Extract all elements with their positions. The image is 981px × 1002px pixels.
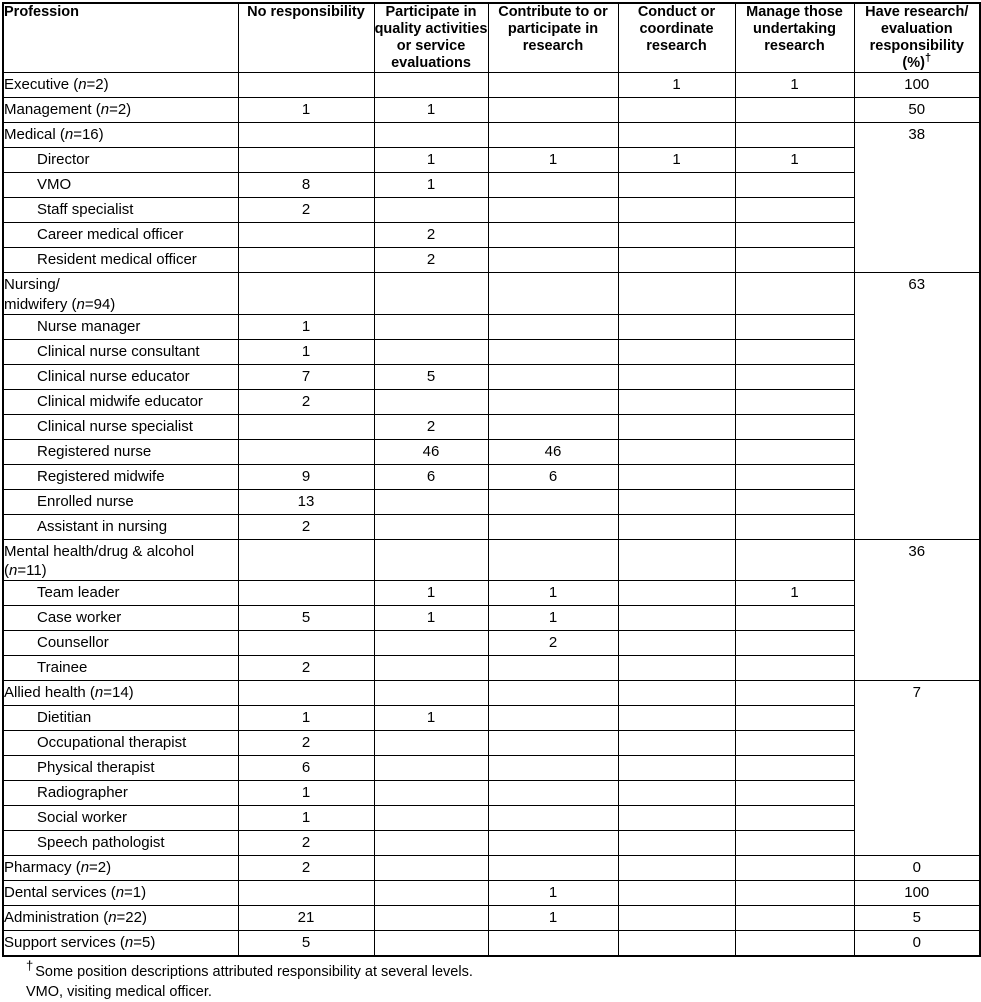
cell-conduct-research [618, 489, 735, 514]
cell-participate-quality [374, 931, 488, 957]
cell-manage-research [735, 173, 854, 198]
cell-participate-quality: 1 [374, 148, 488, 173]
cell-contribute-research: 1 [488, 581, 618, 606]
cell-no-responsibility: 1 [238, 806, 374, 831]
cell-manage-research [735, 756, 854, 781]
cell-no-responsibility [238, 223, 374, 248]
cell-participate-quality [374, 681, 488, 706]
table-row [3, 931, 980, 957]
cell-manage-research [735, 98, 854, 123]
cell-conduct-research [618, 581, 735, 606]
cell-conduct-research [618, 223, 735, 248]
cell-conduct-research [618, 539, 735, 580]
cell-contribute-research: 1 [488, 881, 618, 906]
cell-manage-research [735, 514, 854, 539]
cell-manage-research [735, 339, 854, 364]
cell-no-responsibility: 9 [238, 464, 374, 489]
row-sublabel: Dietitian [3, 706, 238, 731]
cell-no-responsibility: 8 [238, 173, 374, 198]
cell-contribute-research: 46 [488, 439, 618, 464]
table-row [3, 514, 980, 539]
cell-manage-research: 1 [735, 73, 854, 98]
cell-contribute-research [488, 123, 618, 148]
row-group-label: Mental health/drug & alcohol (n=11) [3, 539, 238, 580]
row-group-label: Allied health (n=14) [3, 681, 238, 706]
cell-conduct-research [618, 98, 735, 123]
column-header-profession: Profession [3, 3, 238, 73]
dagger-marker: † [924, 52, 932, 65]
table-page [0, 2, 981, 999]
pct-value: 50 [908, 101, 926, 119]
cell-manage-research [735, 489, 854, 514]
row-group-label: Dental services (n=1) [3, 881, 238, 906]
cell-no-responsibility: 2 [238, 389, 374, 414]
cell-have-responsibility-pct [854, 98, 980, 123]
n-italic: n [76, 295, 85, 313]
cell-participate-quality [374, 73, 488, 98]
cell-contribute-research [488, 364, 618, 389]
cell-contribute-research [488, 781, 618, 806]
row-sublabel: Registered midwife [3, 464, 238, 489]
cell-manage-research [735, 273, 854, 314]
row-sublabel: Registered nurse [3, 439, 238, 464]
cell-participate-quality: 1 [374, 173, 488, 198]
cell-manage-research [735, 806, 854, 831]
cell-contribute-research [488, 248, 618, 273]
row-sublabel: Assistant in nursing [3, 514, 238, 539]
cell-no-responsibility [238, 539, 374, 580]
cell-conduct-research [618, 389, 735, 414]
n-italic: n [108, 909, 117, 927]
cell-contribute-research [488, 656, 618, 681]
table-row [3, 539, 980, 580]
cell-contribute-research [488, 339, 618, 364]
cell-conduct-research [618, 606, 735, 631]
cell-contribute-research [488, 73, 618, 98]
cell-no-responsibility [238, 123, 374, 148]
cell-conduct-research [618, 806, 735, 831]
cell-participate-quality [374, 198, 488, 223]
table-row [3, 464, 980, 489]
table-row [3, 756, 980, 781]
table-row [3, 631, 980, 656]
pct-value: 36 [908, 542, 926, 560]
table-row [3, 173, 980, 198]
table-row [3, 98, 980, 123]
cell-manage-research [735, 731, 854, 756]
cell-conduct-research [618, 439, 735, 464]
cell-no-responsibility [238, 248, 374, 273]
cell-participate-quality [374, 781, 488, 806]
cell-no-responsibility: 2 [238, 656, 374, 681]
cell-manage-research [735, 439, 854, 464]
cell-no-responsibility: 21 [238, 906, 374, 931]
cell-have-responsibility-pct [854, 681, 980, 856]
cell-manage-research [735, 248, 854, 273]
table-row [3, 148, 980, 173]
cell-have-responsibility-pct [854, 881, 980, 906]
cell-contribute-research [488, 389, 618, 414]
row-sublabel: Nurse manager [3, 314, 238, 339]
cell-conduct-research: 1 [618, 148, 735, 173]
footnote-marker: † [26, 958, 34, 974]
cell-participate-quality [374, 514, 488, 539]
cell-conduct-research [618, 706, 735, 731]
cell-contribute-research: 6 [488, 464, 618, 489]
table-row [3, 581, 980, 606]
cell-no-responsibility: 2 [238, 514, 374, 539]
cell-have-responsibility-pct [854, 856, 980, 881]
cell-participate-quality: 2 [374, 223, 488, 248]
footnote-text: VMO, visiting medical officer. [26, 983, 212, 1000]
cell-conduct-research [618, 931, 735, 957]
cell-contribute-research: 2 [488, 631, 618, 656]
table-row [3, 314, 980, 339]
n-italic: n [78, 76, 87, 94]
cell-no-responsibility: 1 [238, 781, 374, 806]
cell-conduct-research [618, 514, 735, 539]
cell-participate-quality: 1 [374, 706, 488, 731]
cell-no-responsibility: 2 [238, 856, 374, 881]
pct-value: 100 [904, 884, 930, 902]
cell-have-responsibility-pct [854, 539, 980, 680]
cell-participate-quality: 1 [374, 606, 488, 631]
cell-no-responsibility: 6 [238, 756, 374, 781]
cell-contribute-research [488, 273, 618, 314]
table-row [3, 806, 980, 831]
cell-conduct-research [618, 339, 735, 364]
cell-have-responsibility-pct [854, 273, 980, 539]
cell-manage-research [735, 856, 854, 881]
cell-contribute-research [488, 706, 618, 731]
cell-conduct-research [618, 906, 735, 931]
cell-participate-quality [374, 123, 488, 148]
row-sublabel: Clinical midwife educator [3, 389, 238, 414]
column-header-participate-quality: Participate in quality activities or service evaluations [374, 4, 488, 72]
row-sublabel: Enrolled nurse [3, 489, 238, 514]
cell-participate-quality [374, 806, 488, 831]
row-sublabel: Director [3, 148, 238, 173]
cell-conduct-research [618, 681, 735, 706]
table-row [3, 123, 980, 148]
cell-no-responsibility: 5 [238, 606, 374, 631]
row-sublabel: Staff specialist [3, 198, 238, 223]
table-row [3, 364, 980, 389]
row-group-label: Pharmacy (n=2) [3, 856, 238, 881]
cell-conduct-research [618, 881, 735, 906]
table-row [3, 656, 980, 681]
cell-no-responsibility [238, 273, 374, 314]
cell-manage-research [735, 931, 854, 957]
cell-no-responsibility: 7 [238, 364, 374, 389]
table-row [3, 439, 980, 464]
cell-no-responsibility [238, 148, 374, 173]
cell-no-responsibility: 13 [238, 489, 374, 514]
table-row [3, 731, 980, 756]
cell-manage-research [735, 681, 854, 706]
row-sublabel: Resident medical officer [3, 248, 238, 273]
table-row [3, 606, 980, 631]
table-row [3, 489, 980, 514]
row-group-label: Management (n=2) [3, 98, 238, 123]
cell-participate-quality: 5 [374, 364, 488, 389]
table-row [3, 73, 980, 98]
row-sublabel: Team leader [3, 581, 238, 606]
cell-no-responsibility: 1 [238, 98, 374, 123]
cell-have-responsibility-pct [854, 906, 980, 931]
pct-value: 38 [908, 126, 926, 144]
cell-contribute-research: 1 [488, 148, 618, 173]
cell-participate-quality [374, 831, 488, 856]
row-sublabel: Career medical officer [3, 223, 238, 248]
row-group-label: Support services (n=5) [3, 931, 238, 957]
table-row [3, 198, 980, 223]
pct-value: 63 [908, 276, 926, 294]
cell-manage-research [735, 631, 854, 656]
cell-manage-research [735, 389, 854, 414]
cell-no-responsibility [238, 414, 374, 439]
cell-manage-research: 1 [735, 581, 854, 606]
cell-no-responsibility: 2 [238, 198, 374, 223]
cell-contribute-research [488, 681, 618, 706]
cell-manage-research [735, 831, 854, 856]
cell-no-responsibility [238, 73, 374, 98]
pct-value: 7 [912, 684, 921, 702]
cell-participate-quality [374, 273, 488, 314]
table-row [3, 414, 980, 439]
table-row [3, 781, 980, 806]
footnote-2 [26, 983, 981, 1002]
row-group-label: Executive (n=2) [3, 73, 238, 98]
cell-contribute-research [488, 931, 618, 957]
cell-no-responsibility: 1 [238, 706, 374, 731]
cell-manage-research [735, 123, 854, 148]
pct-value: 0 [912, 859, 921, 877]
row-sublabel: Occupational therapist [3, 731, 238, 756]
cell-contribute-research [488, 98, 618, 123]
cell-participate-quality: 6 [374, 464, 488, 489]
n-italic: n [94, 684, 104, 702]
table-header [3, 3, 980, 73]
cell-conduct-research [618, 731, 735, 756]
cell-no-responsibility [238, 581, 374, 606]
cell-contribute-research [488, 756, 618, 781]
cell-contribute-research [488, 856, 618, 881]
cell-participate-quality [374, 631, 488, 656]
cell-manage-research [735, 364, 854, 389]
table-row [3, 339, 980, 364]
column-header-conduct-research: Conduct or coordinate research [618, 3, 735, 73]
row-group-label: Administration (n=22) [3, 906, 238, 931]
cell-contribute-research: 1 [488, 606, 618, 631]
table-row [3, 223, 980, 248]
cell-contribute-research [488, 198, 618, 223]
cell-contribute-research: 1 [488, 906, 618, 931]
n-italic: n [9, 562, 18, 579]
cell-manage-research [735, 198, 854, 223]
cell-manage-research [735, 606, 854, 631]
cell-manage-research [735, 706, 854, 731]
cell-conduct-research [618, 248, 735, 273]
footnote-1 [26, 958, 981, 983]
cell-contribute-research [488, 173, 618, 198]
profession-research-responsibility-table [2, 2, 981, 957]
cell-participate-quality: 1 [374, 581, 488, 606]
row-group-label: Nursing/ midwifery (n=94) [3, 273, 238, 314]
cell-have-responsibility-pct [854, 73, 980, 98]
cell-participate-quality [374, 656, 488, 681]
n-italic: n [100, 101, 110, 119]
table-row [3, 681, 980, 706]
cell-no-responsibility [238, 881, 374, 906]
cell-contribute-research [488, 514, 618, 539]
cell-conduct-research [618, 123, 735, 148]
table-row [3, 906, 980, 931]
table-row [3, 389, 980, 414]
cell-participate-quality [374, 339, 488, 364]
cell-conduct-research [618, 856, 735, 881]
cell-participate-quality: 2 [374, 248, 488, 273]
row-group-label: Medical (n=16) [3, 123, 238, 148]
cell-participate-quality [374, 856, 488, 881]
cell-conduct-research [618, 656, 735, 681]
cell-contribute-research [488, 314, 618, 339]
cell-participate-quality: 46 [374, 439, 488, 464]
header-row [3, 3, 980, 73]
row-sublabel: Social worker [3, 806, 238, 831]
cell-participate-quality [374, 314, 488, 339]
cell-manage-research [735, 906, 854, 931]
cell-manage-research [735, 414, 854, 439]
cell-conduct-research [618, 781, 735, 806]
cell-no-responsibility: 1 [238, 339, 374, 364]
footnote-text: Some position descriptions attributed responsibility at several levels. [35, 964, 473, 981]
cell-conduct-research [618, 464, 735, 489]
cell-have-responsibility-pct [854, 931, 980, 957]
row-sublabel: VMO [3, 173, 238, 198]
row-sublabel: Clinical nurse consultant [3, 339, 238, 364]
cell-manage-research [735, 314, 854, 339]
row-sublabel: Case worker [3, 606, 238, 631]
cell-no-responsibility: 2 [238, 731, 374, 756]
row-sublabel: Clinical nurse educator [3, 364, 238, 389]
cell-conduct-research [618, 756, 735, 781]
cell-participate-quality [374, 489, 488, 514]
pct-value: 100 [904, 76, 930, 94]
cell-no-responsibility: 5 [238, 931, 374, 957]
cell-manage-research [735, 656, 854, 681]
table-row [3, 856, 980, 881]
cell-manage-research [735, 464, 854, 489]
cell-no-responsibility [238, 681, 374, 706]
cell-contribute-research [488, 731, 618, 756]
cell-no-responsibility [238, 439, 374, 464]
cell-participate-quality [374, 906, 488, 931]
column-header-no-responsibility: No responsibility [238, 3, 374, 73]
cell-conduct-research: 1 [618, 73, 735, 98]
table-row [3, 248, 980, 273]
cell-manage-research [735, 781, 854, 806]
cell-conduct-research [618, 414, 735, 439]
column-header-contribute-research: Contribute to or participate in research [488, 3, 618, 73]
n-italic: n [115, 884, 125, 902]
cell-contribute-research [488, 539, 618, 580]
pct-value: 0 [912, 934, 921, 952]
cell-participate-quality: 2 [374, 414, 488, 439]
row-sublabel: Physical therapist [3, 756, 238, 781]
row-sublabel: Radiographer [3, 781, 238, 806]
cell-contribute-research [488, 414, 618, 439]
pct-value: 5 [912, 909, 921, 927]
column-header-have-responsibility-pct: Have research/ evaluation responsibility (%)† [854, 3, 980, 73]
table-body [3, 73, 980, 956]
cell-conduct-research [618, 173, 735, 198]
cell-contribute-research [488, 489, 618, 514]
row-sublabel: Counsellor [3, 631, 238, 656]
cell-contribute-research [488, 831, 618, 856]
cell-conduct-research [618, 273, 735, 314]
cell-conduct-research [618, 364, 735, 389]
table-row [3, 273, 980, 314]
table-row [3, 881, 980, 906]
table-row [3, 706, 980, 731]
cell-manage-research [735, 223, 854, 248]
cell-participate-quality [374, 756, 488, 781]
cell-conduct-research [618, 198, 735, 223]
cell-manage-research [735, 539, 854, 580]
table-row [3, 831, 980, 856]
n-italic: n [64, 126, 74, 144]
cell-participate-quality: 1 [374, 98, 488, 123]
cell-contribute-research [488, 223, 618, 248]
cell-conduct-research [618, 831, 735, 856]
cell-participate-quality [374, 539, 488, 580]
n-italic: n [80, 859, 90, 877]
cell-no-responsibility: 1 [238, 314, 374, 339]
cell-contribute-research [488, 806, 618, 831]
footnotes [26, 958, 981, 1002]
cell-participate-quality [374, 731, 488, 756]
n-italic: n [124, 934, 134, 952]
row-sublabel: Clinical nurse specialist [3, 414, 238, 439]
cell-manage-research: 1 [735, 148, 854, 173]
column-header-manage-research: Manage those undertaking research [735, 3, 854, 73]
cell-conduct-research [618, 631, 735, 656]
row-sublabel: Trainee [3, 656, 238, 681]
cell-no-responsibility: 2 [238, 831, 374, 856]
cell-manage-research [735, 881, 854, 906]
cell-conduct-research [618, 314, 735, 339]
cell-participate-quality [374, 389, 488, 414]
row-sublabel: Speech pathologist [3, 831, 238, 856]
cell-no-responsibility [238, 631, 374, 656]
cell-participate-quality [374, 881, 488, 906]
cell-have-responsibility-pct [854, 123, 980, 273]
